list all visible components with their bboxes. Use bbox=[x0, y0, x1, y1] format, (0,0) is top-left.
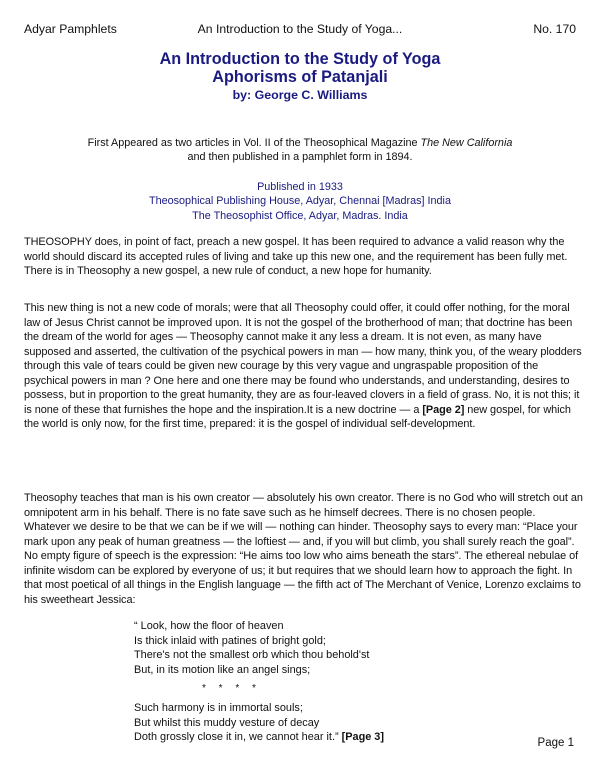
paragraph-1: THEOSOPHY does, in point of fact, preach a new gospel. It has been required to advance a valid reason why the world should discard its accepted rules of living and take up this new one, and the requirement has been fully met. There is in Theosophy a new gospel, a new rule of conduct, a new hope for humanity. bbox=[24, 236, 568, 277]
stanza-separator: * * * * bbox=[202, 683, 261, 694]
page-number: Page 1 bbox=[537, 737, 574, 749]
poem-stanza-2 bbox=[134, 701, 384, 745]
poem-line: Is thick inlaid with patines of bright gold; bbox=[134, 634, 326, 647]
page-marker-2: [Page 2] bbox=[422, 403, 465, 416]
origin-line-1 bbox=[0, 136, 600, 150]
poem-last-text: Doth grossly close it in, we cannot hear it.” bbox=[134, 731, 342, 743]
origin-line-2: and then published in a pamphlet form in 1894. bbox=[187, 151, 413, 163]
poem-line-last bbox=[134, 730, 384, 745]
publication-info bbox=[0, 180, 600, 223]
header-title: An Introduction to the Study of Yoga... bbox=[197, 22, 403, 36]
published-year: Published in 1933 bbox=[257, 181, 343, 193]
poem-line: “ Look, how the floor of heaven bbox=[134, 620, 284, 632]
publisher-1: Theosophical Publishing House, Adyar, Chennai [Madras] India bbox=[149, 195, 451, 208]
running-header bbox=[24, 22, 576, 38]
header-number: No. 170 bbox=[533, 22, 576, 36]
author-byline: by: George C. Williams bbox=[232, 88, 368, 102]
poem-line: But, in its motion like an angel sings; bbox=[134, 663, 311, 676]
paragraph-2-part-a: This new thing is not a new code of morals; were that all Theosophy could offer, it could offer nothing, for the moral law of Jesus Christ cannot be improved upon. It is not the gospel of the brotherhood of man; that doctrine has been the dream of the world for ages — Theosophy cannot make it any less a dream. It is not even, as many have supposed and asserted, the cultivation of the psychical powers in man — how many, think you, of the weary plodders through this vale of tears could be given new courage by this very vague and ungraspable proposition of the psychical powers in man ? One here and one there may be found who understands, and understanding, desires to possess, but in proportion to the great humanity, they are as four-leaved clovers in a field of grass. No, it is not this; it is none of these that furnishes the hope and the inspiration.It is a new doctrine — a bbox=[24, 302, 582, 416]
poem-line: But whilst this muddy vesture of decay bbox=[134, 716, 320, 729]
paragraph-3: Theosophy teaches that man is his own creator — absolutely his own creator. There is no God who will stretch out an omnipotent arm in his behalf. There is no fate save such as he himself decrees. There is no chosen people. Whatever we desire to be that we can be if we will — nothing can hinder. Theosophy says to every man: “Place your mark upon any peak of human greatness — the loftiest — and, if you will but climb, you shall surely reach the goal”. No empty figure of speech is the expression: “He aims too low who aims beneath the stars”. The ethereal nebulae of infinite wisdom can be explored by everyone of us; it but requires that we should learn how to approach the fight. In that most poetical of all things in the English language — the fifth act of The Merchant of Venice, Lorenzo exclaims to his sweetheart Jessica: bbox=[24, 492, 583, 606]
magazine-name: The New California bbox=[420, 137, 513, 149]
header-series: Adyar Pamphlets bbox=[24, 22, 117, 36]
page-subtitle: Aphorisms of Patanjali bbox=[212, 68, 388, 86]
page-marker-3: [Page 3] bbox=[341, 731, 384, 743]
poem-stanza-1 bbox=[134, 619, 369, 677]
poem-line: Such harmony is in immortal souls; bbox=[134, 702, 303, 714]
poem-line: There's not the smallest orb which thou behold'st bbox=[134, 649, 370, 661]
origin-text: First Appeared as two articles in Vol. II of the Theosophical Magazine bbox=[87, 137, 421, 149]
origin-note bbox=[0, 136, 600, 164]
publisher-2: The Theosophist Office, Adyar, Madras. India bbox=[192, 209, 408, 222]
page-title: An Introduction to the Study of Yoga bbox=[159, 50, 441, 68]
title-block bbox=[0, 50, 600, 103]
paragraph-2 bbox=[24, 301, 584, 432]
paragraph-2-part-b: new gospel, for which the world is only now, for the first time, prepared: it is the gospel of individual self-development. bbox=[24, 403, 571, 430]
